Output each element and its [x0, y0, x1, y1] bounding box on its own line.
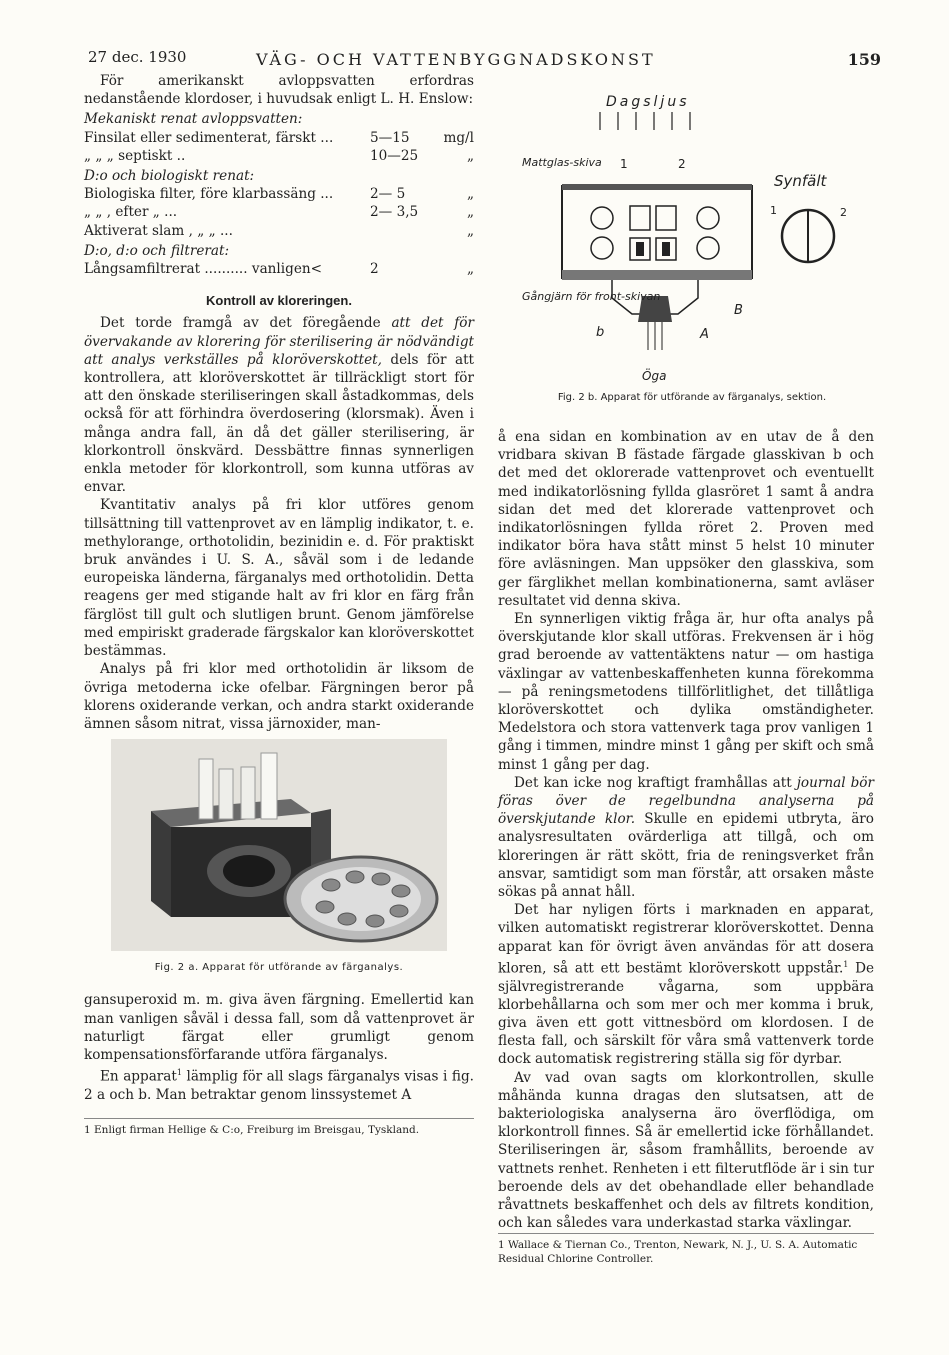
dose-row [84, 222, 474, 240]
intro-paragraph: För amerikanskt avloppsvatten erfordras nedanstående klordoser, i huvudsak enligt L. H. Enslow: [84, 73, 474, 108]
header-date: 27 dec. 1930 [88, 48, 187, 66]
dose-unit: „ [466, 204, 474, 221]
paragraph: En synnerligen viktig fråga är, hur ofta analys på överskjutande klor skall utföras. Frekvensen är i hög grad beroende av vattentäktens natur — om hastiga växlingar av vattenbeskaffenheten kunna förekomma — på reningsmetodens tillförlitlighet, det tillåtliga kloröverskottet och dylika omständigheter. Medelstora och stora vattenverk taga prov vanligen 1 gång i timmen, mindre minst 1 gång per skift och små minst 1 gång per dag. [498, 611, 874, 773]
housing [562, 186, 752, 278]
dose-val: 2— 3,5 [370, 204, 419, 221]
paragraph: Av vad ovan sagts om klorkontrollen, skulle måhända kunna dragas den slutsatsen, att de bakteriologiska analyserna äro överflödiga, om klorkontroll finnes. Så är emellertid icke förhållandet. Steriliseringen är, såsom framhållits, beroende av vattnets renhet. Renheten i ett filterutflöde är i sin tur beroende dels av det obehandlade eller behandlade råvattnets beskaffenhet och dels av filtrets kondition, och kan således vara underkastad starka växlingar. [498, 1069, 874, 1232]
svg-text:2: 2 [840, 206, 847, 219]
label-B: B [734, 303, 743, 318]
dose-name: „ „ , efter „ ... [84, 204, 178, 221]
figure-2b-diagram [512, 88, 872, 388]
dose-name: Långsamfiltrerat .......... vanligen< [84, 261, 323, 278]
paragraph: Det har nyligen förts i marknaden en apparat, vilken automatiskt registrerar kloröverskottet. Denna apparat kan för övrigt även användas för att dosera kloren, så att ett bestämt kloröverskott uppstår.$^1$ De självregistrerande vågarna, som uppbära klorbehållarna och som mer och mer komma i bruk, giva även ett gott vittnesbörd om klordosen. I de flesta fall, och särskilt för våra små vattenverk torde dock automatisk registrering ställa sig för dyrbar. [498, 902, 875, 1068]
dose-val [370, 222, 440, 240]
section-heading: Kontroll av kloreringen. [206, 293, 352, 309]
synfalt-label: Synfält [774, 172, 827, 190]
left-column [84, 72, 474, 1137]
dose-val: 2— 5 [370, 186, 406, 203]
mattglas-label: Mattglas-skiva [522, 156, 602, 169]
right-column [498, 428, 874, 1232]
dose-unit: „ [466, 147, 474, 164]
apparatus-photo [111, 739, 447, 951]
dose-val: 2 [370, 261, 379, 278]
label-A: A [700, 327, 709, 342]
dose-section-3: D:o, d:o och filtrerat: [84, 242, 230, 259]
paragraph: Kvantitativ analys på fri klor utföres genom tillsättning till vattenprovet av en lämplig indikator, t. e. methylorange, orthotolidin, bezinidin e. d. För praktiskt bruk användes i U. S. A., såväl som i de ledande europeiska länderna, färganalys med orthotolidin. Detta reagens ger med stigande halt av fri klor en färg från färglöst till gult och slutligen brunt. Genom jämförelse med empiriskt graderade färgskalor kan kloröverskottet bestämmas. [84, 497, 474, 660]
dose-table-3 [84, 260, 474, 278]
paragraph: gansuperoxid m. m. giva även färgning. Emellertid kan man vanligen såväl i dessa fall, som då vattenprovet är naturligt färgat eller grumligt genom kompensationsförfarande utföra färganalys. [84, 992, 474, 1063]
mattglas-plate [562, 184, 752, 190]
label-1: 1 [620, 157, 628, 171]
dose-name: Biologiska filter, före klarbassäng ... [84, 186, 334, 203]
dose-table-1 [84, 129, 474, 165]
page-number: 159 [847, 50, 881, 69]
figure-2a-caption: Fig. 2 a. Apparat för utförande av färganalys. [154, 962, 404, 974]
dose-row [84, 260, 474, 278]
svg-text:1: 1 [770, 204, 777, 217]
footnote-right: 1 Wallace & Tiernan Co., Trenton, Newark, N. J., U. S. A. Automatic Residual Chlorine Controller. [498, 1233, 874, 1266]
dose-row [84, 203, 474, 221]
paragraph: å ena sidan en kombination av en utav de å den vridbara skivan B fästade färgade glasskivan b och det med det oklorerade vattenprovet och eventuellt med indikatorlösning fyllda glasröret 1 samt å andra sidan det med det klorerade vattenprovet och indikatorlösningen fyllda röret 2. Proven med indikator böra hava stått minst 5 helst 10 minuter före avläsningen. Man uppsöker den glasskiva, som ger färglikhet mellan kombinationerna, samt avläser resultatet vid denna skiva. [498, 429, 874, 609]
dose-row [84, 129, 474, 147]
paragraph: En apparat$^1$ lämplig för all slags färganalys visas i fig. 2 a och b. Man betraktar genom linssystemet A [84, 1068, 474, 1103]
dagsljus-label: Dagsljus [606, 94, 690, 110]
apparatus-photo-illustration [111, 739, 447, 951]
journal-title: VÄG- OCH VATTENBYGGNADSKONST [256, 50, 656, 69]
dose-unit: „ [466, 261, 474, 278]
dose-unit: „ [466, 186, 474, 203]
dose-section-1: Mekaniskt renat avloppsvatten: [84, 111, 303, 128]
gangjarn-label: Gångjärn för front-skivan [522, 290, 661, 303]
tube-1 [630, 206, 650, 230]
figure-2b-caption: Fig. 2 b. Apparat för utförande av färganalys, sektion. [557, 392, 827, 403]
section-diagram [512, 88, 872, 388]
dose-val: 5—15 [370, 129, 410, 146]
label-2: 2 [678, 157, 686, 171]
dose-name: „ „ „ septiskt .. [84, 147, 186, 164]
paragraph: Det torde framgå av det föregående att det för övervakande av klorering för sterilisering är nödvändigt att analys verkställes på kloröverskottet, dels för att kontrollera, att kloröverskottet är tillräckligt stort för att den önskade steriliseringen skall åstadkommas, dels också för att förhindra överdosering (klorsmak). Även i många andra fall, än då det gäller sterilisering, är klorkontroll önskvärd. Dessbättre finnas synnerligen enkla metoder för klorkontroll, som kunna utföras av envar. [84, 315, 474, 496]
paragraph: Det kan icke nog kraftigt framhållas att journal bör föras över de regelbundna analyserna på överskjutande klor. Skulle en epidemi utbryta, äro analysresultaten ovärderliga att tillgå, och om kloreringen är rätt skött, fria de reningsverket från ansvar, samtidigt som man förstår, att orsaken måste sökas på annat håll. [498, 774, 874, 901]
dose-val: 10—25 [370, 147, 419, 164]
dose-table-2 [84, 185, 474, 240]
dose-unit: mg/l [443, 129, 474, 146]
dose-section-2: D:o och biologiskt renat: [84, 168, 255, 185]
label-b: b [596, 325, 605, 340]
paragraph: Analys på fri klor med orthotolidin är liksom de övriga metoderna icke ofelbar. Färgningen beror på klorens oxiderande verkan, och andra starkt oxiderande ämnen såsom nitrat, vissa järnoxider, man- [84, 661, 474, 732]
dose-name: Aktiverat slam , „ „ ... [84, 222, 233, 239]
dose-unit: „ [466, 222, 474, 239]
footnote-left: 1 Enligt firman Hellige & C:o, Freiburg im Breisgau, Tyskland. [84, 1118, 474, 1137]
dose-row [84, 147, 474, 165]
dose-name: Finsilat eller sedimenterat, färskt ... [84, 129, 334, 146]
light-arrows [600, 112, 690, 130]
tube-2 [656, 206, 676, 230]
oga-label: Öga [642, 369, 667, 383]
dose-row [84, 185, 474, 203]
